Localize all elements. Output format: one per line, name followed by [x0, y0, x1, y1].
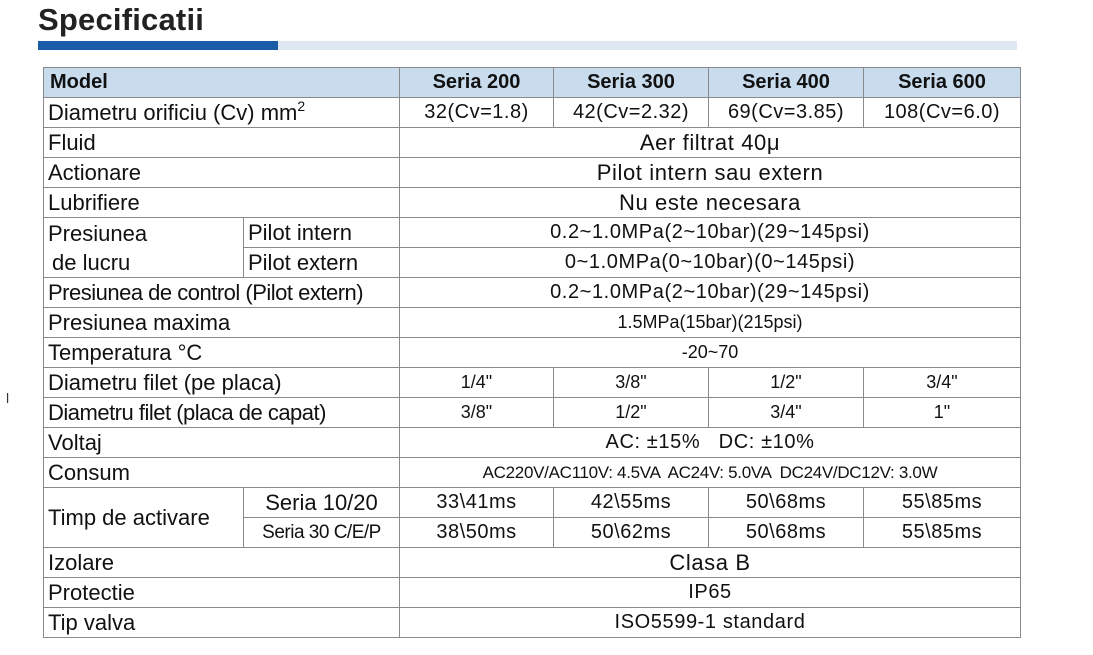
row-label: Presiunea de control (Pilot extern) [44, 278, 400, 308]
cell-value: 1/4" [400, 368, 554, 398]
cell-value: 69(Cv=3.85) [709, 98, 864, 128]
row-lubrifiere [44, 188, 1021, 218]
row-label-text: Diametru orificiu (Cv) mm [48, 100, 298, 125]
cell-value: 1/2" [709, 368, 864, 398]
row-presiunea-maxima [44, 308, 1021, 338]
row-label: Temperatura °C [44, 338, 400, 368]
row-label-line2: de lucru [52, 249, 131, 275]
row-protectie [44, 578, 1021, 608]
cell-value: 32(Cv=1.8) [400, 98, 554, 128]
cell-value: 50\68ms [709, 518, 864, 548]
header-seria-600: Seria 600 [864, 68, 1021, 98]
cell-value: 42(Cv=2.32) [554, 98, 709, 128]
header-seria-200: Seria 200 [400, 68, 554, 98]
row-label: Izolare [44, 548, 400, 578]
cell-value: 55\85ms [864, 488, 1021, 518]
cell-value: 50\62ms [554, 518, 709, 548]
cell-value: 38\50ms [400, 518, 554, 548]
row-label: Presiunea maxima [44, 308, 400, 338]
row-temperatura [44, 338, 1021, 368]
cell-value: 42\55ms [554, 488, 709, 518]
cell-value: 1" [864, 398, 1021, 428]
row-tip-valva [44, 608, 1021, 638]
sub-label: Seria 30 C/E/P [244, 518, 400, 548]
cell-value: 3/4" [709, 398, 864, 428]
row-filet-placa [44, 368, 1021, 398]
cell-value: 1/2" [554, 398, 709, 428]
cell-value: Aer filtrat 40μ [400, 128, 1021, 158]
header-row [44, 68, 1021, 98]
row-label [44, 98, 400, 128]
cell-value: 33\41ms [400, 488, 554, 518]
cell-value: 3/8" [400, 398, 554, 428]
cell-value: AC: ±15% DC: ±10% [400, 428, 1021, 458]
row-label: Consum [44, 458, 400, 488]
title-underline-accent [38, 41, 278, 50]
row-label: Fluid [44, 128, 400, 158]
sub-label: Pilot extern [244, 248, 400, 278]
row-label: Protectie [44, 578, 400, 608]
cell-value: Clasa B [400, 548, 1021, 578]
row-label [44, 218, 244, 278]
cell-value: 50\68ms [709, 488, 864, 518]
row-diametru-orificiu [44, 98, 1021, 128]
cell-value: 108(Cv=6.0) [864, 98, 1021, 128]
cell-value: 1.5MPa(15bar)(215psi) [400, 308, 1021, 338]
title-underline [38, 41, 1017, 50]
cell-value: 55\85ms [864, 518, 1021, 548]
header-seria-300: Seria 300 [554, 68, 709, 98]
row-label-line1: Presiunea [48, 220, 148, 246]
row-label: Diametru filet (pe placa) [44, 368, 400, 398]
sub-label: Pilot intern [244, 218, 400, 248]
row-fluid [44, 128, 1021, 158]
row-label: Timp de activare [44, 488, 244, 548]
cell-value: 3/8" [554, 368, 709, 398]
cell-value: IP65 [400, 578, 1021, 608]
cell-value: 0.2~1.0MPa(2~10bar)(29~145psi) [400, 218, 1021, 248]
row-label: Diametru filet (placa de capat) [44, 398, 400, 428]
header-seria-400: Seria 400 [709, 68, 864, 98]
row-izolare [44, 548, 1021, 578]
row-label: Voltaj [44, 428, 400, 458]
specifications-table [43, 67, 1021, 638]
row-label: Lubrifiere [44, 188, 400, 218]
cell-value: 3/4" [864, 368, 1021, 398]
row-label: Tip valva [44, 608, 400, 638]
header-model: Model [44, 68, 400, 98]
row-actionare [44, 158, 1021, 188]
cell-value: 0~1.0MPa(0~10bar)(0~145psi) [400, 248, 1021, 278]
row-label: Actionare [44, 158, 400, 188]
sub-label: Seria 10/20 [244, 488, 400, 518]
page-title: Specificatii [38, 2, 205, 37]
stray-mark: l [6, 390, 10, 406]
cell-value: 0.2~1.0MPa(2~10bar)(29~145psi) [400, 278, 1021, 308]
row-filet-capat [44, 398, 1021, 428]
superscript: 2 [297, 98, 306, 114]
row-voltaj [44, 428, 1021, 458]
row-consum [44, 458, 1021, 488]
row-timp-activare-1020 [44, 488, 1021, 518]
cell-value: -20~70 [400, 338, 1021, 368]
row-presiunea-control [44, 278, 1021, 308]
cell-value: Pilot intern sau extern [400, 158, 1021, 188]
cell-value: AC220V/AC110V: 4.5VA AC24V: 5.0VA DC24V/DC12V: 3.0W [400, 458, 1021, 488]
cell-value: Nu este necesara [400, 188, 1021, 218]
row-presiunea-lucru-intern [44, 218, 1021, 248]
cell-value: ISO5599-1 standard [400, 608, 1021, 638]
